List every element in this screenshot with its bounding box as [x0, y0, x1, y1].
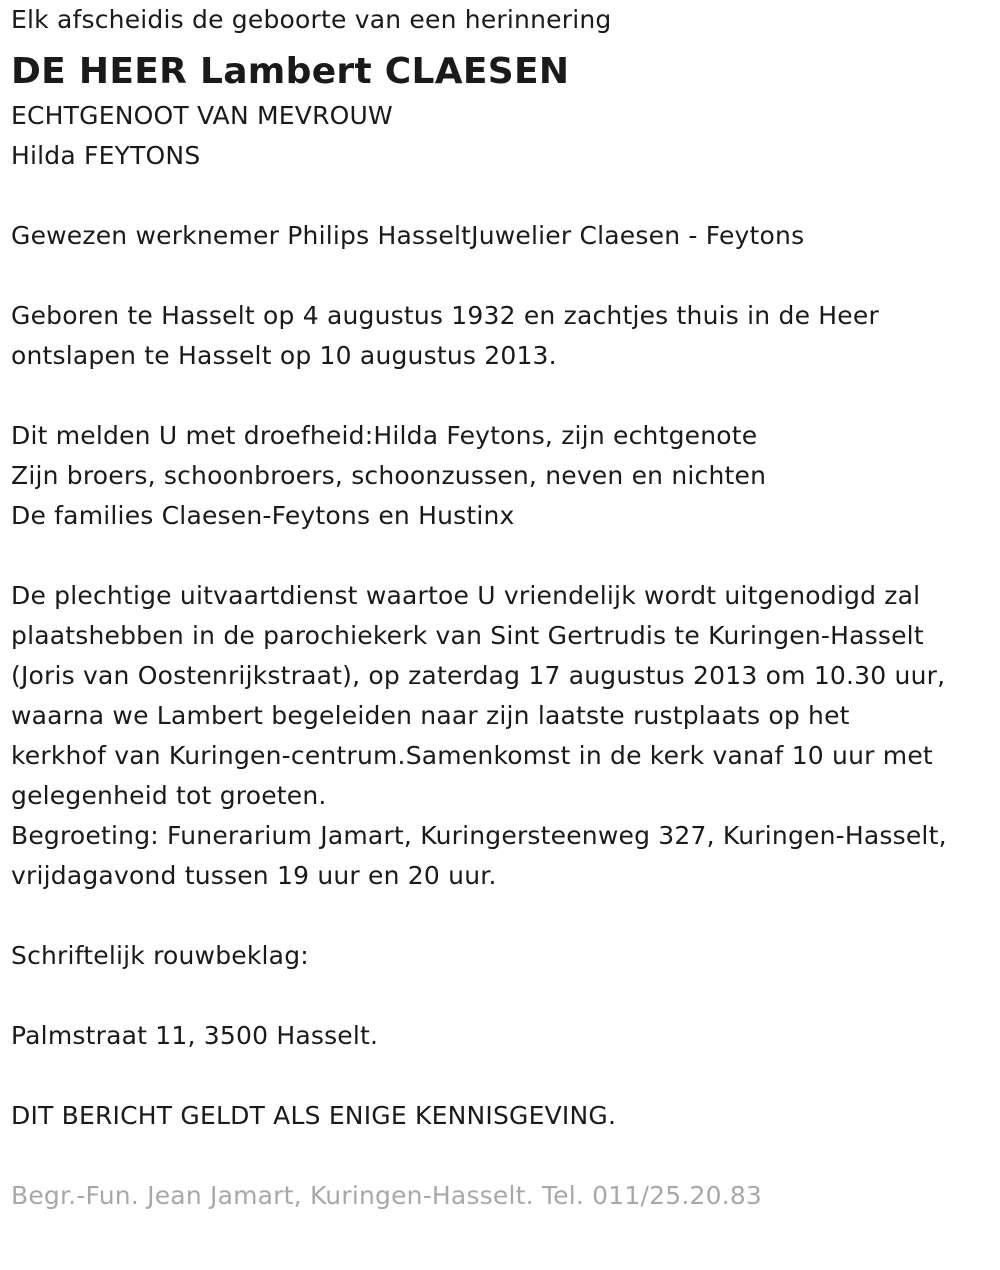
condolence-label: Schriftelijk rouwbeklag:: [11, 941, 309, 970]
spacer: [11, 176, 991, 216]
paragraph-line: ontslapen te Hasselt op 10 augustus 2013.: [11, 341, 557, 370]
birth-death-paragraph: [11, 296, 991, 376]
sole-notice-statement: DIT BERICHT GELDT ALS ENIGE KENNISGEVING.: [11, 1101, 617, 1130]
spacer: [11, 1056, 991, 1096]
spacer: [11, 1136, 991, 1176]
paragraph-line: plaatshebben in de parochiekerk van Sint Gertrudis te Kuringen-Hasselt: [11, 621, 924, 650]
spacer: [11, 376, 991, 416]
paragraph-line: De plechtige uitvaartdienst waartoe U vriendelijk wordt uitgenodigd zal: [11, 581, 921, 610]
spacer: [11, 256, 991, 296]
paragraph-line: Zijn broers, schoonbroers, schoonzussen, neven en nichten: [11, 461, 767, 490]
paragraph-line: gelegenheid tot groeten.: [11, 781, 327, 810]
occupation-line: Gewezen werknemer Philips HasseltJuwelier Claesen - Feytons: [11, 221, 805, 250]
paragraph-line: (Joris van Oostenrijkstraat), op zaterdag 17 augustus 2013 om 10.30 uur,: [11, 661, 946, 690]
service-paragraph: [11, 576, 991, 896]
obituary-notice: [11, 0, 991, 1216]
opening-line: Elk afscheidis de geboorte van een herinnering: [11, 5, 612, 34]
paragraph-line: kerkhof van Kuringen-centrum.Samenkomst in de kerk vanaf 10 uur met: [11, 741, 933, 770]
paragraph-line: vrijdagavond tussen 19 uur en 20 uur.: [11, 861, 497, 890]
deceased-name-title: DE HEER Lambert CLAESEN: [11, 51, 570, 92]
spacer: [11, 536, 991, 576]
paragraph-line: Dit melden U met droefheid:Hilda Feytons, zijn echtgenote: [11, 421, 758, 450]
spouse-label: ECHTGENOOT VAN MEVROUW: [11, 101, 393, 130]
paragraph-line: De families Claesen-Feytons en Hustinx: [11, 501, 515, 530]
spacer: [11, 896, 991, 936]
spacer: [11, 976, 991, 1016]
funeral-home-footer: Begr.-Fun. Jean Jamart, Kuringen-Hasselt. Tel. 011/25.20.83: [11, 1181, 763, 1210]
spouse-name: Hilda FEYTONS: [11, 141, 201, 170]
paragraph-line: Geboren te Hasselt op 4 augustus 1932 en zachtjes thuis in de Heer: [11, 301, 879, 330]
paragraph-line: waarna we Lambert begeleiden naar zijn laatste rustplaats op het: [11, 701, 850, 730]
announcers-paragraph: [11, 416, 991, 536]
condolence-address: Palmstraat 11, 3500 Hasselt.: [11, 1021, 379, 1050]
paragraph-line: Begroeting: Funerarium Jamart, Kuringersteenweg 327, Kuringen-Hasselt,: [11, 821, 947, 850]
